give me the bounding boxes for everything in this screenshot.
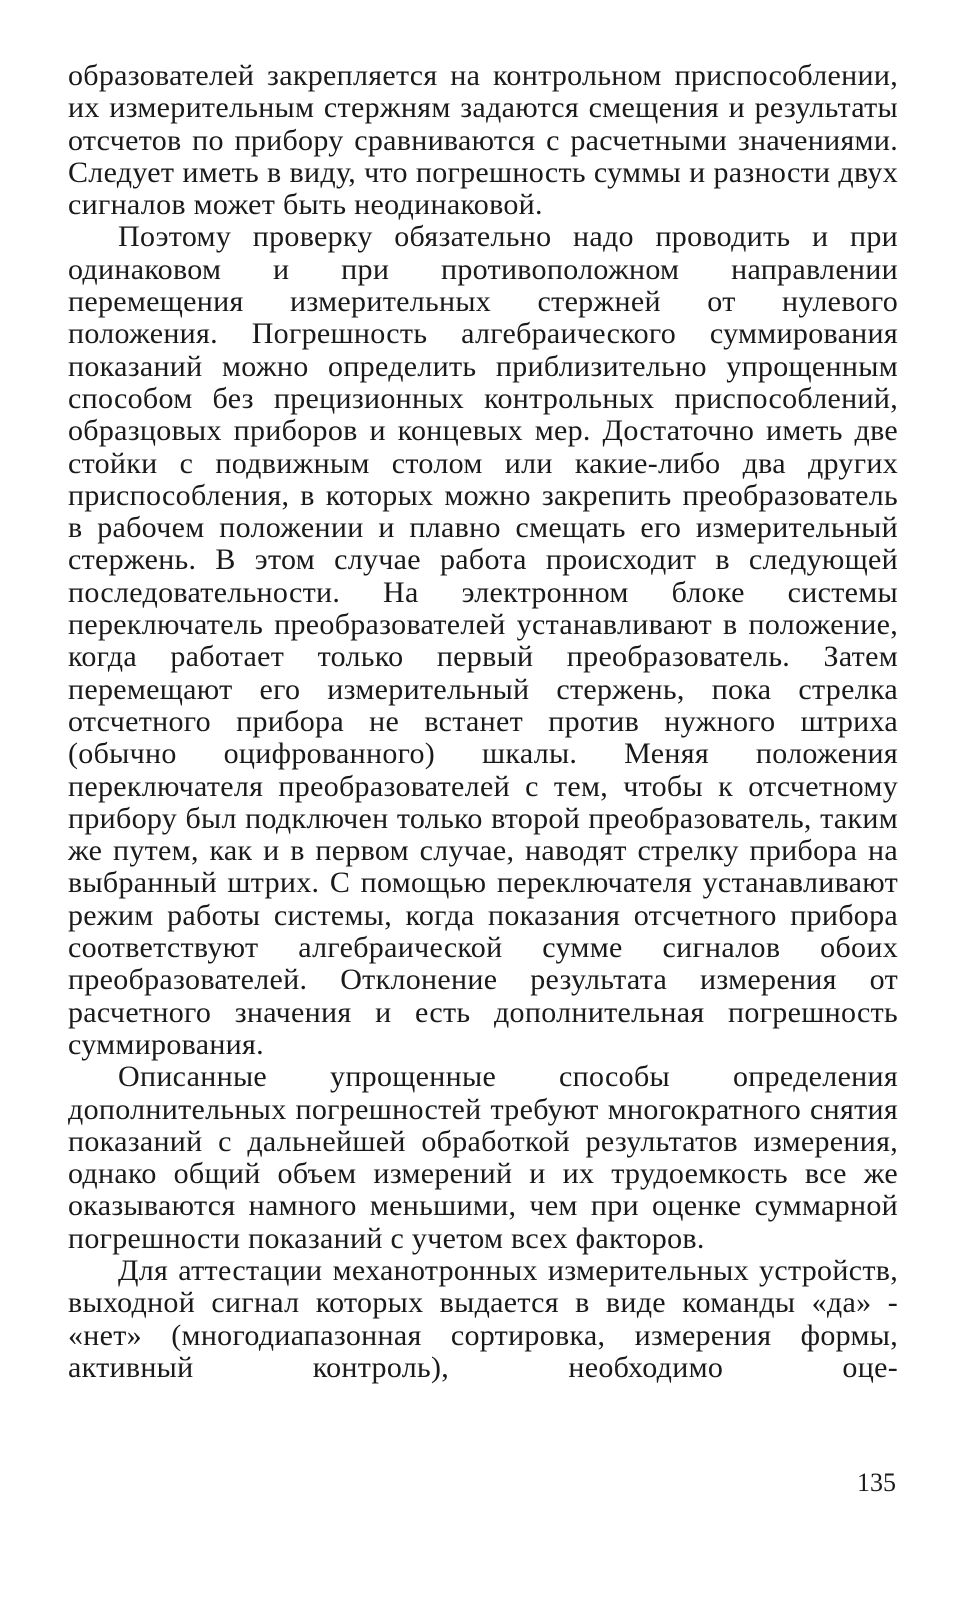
paragraph-1: образователей закрепляется на контрольном приспособлении, их измерительным стержням задаются смещения и результаты отсчетов по прибору сравниваются с расчетными значениями. Следует иметь в виду, что погрешность суммы и разности двух сигналов может быть неодинаковой. xyxy=(68,59,898,222)
paragraph-3: Описанные упрощенные способы определения дополнительных погрешностей требуют многократного снятия показаний с дальнейшей обработкой результатов измерения, однако общий объем измерений и их трудоемкость все же оказываются намного меньшими, чем при оценке суммарной погрешности показаний с учетом всех факторов. xyxy=(68,1060,898,1255)
page-number: 135 xyxy=(857,1468,896,1497)
paragraph-2: Поэтому проверку обязательно надо проводить и при одинаковом и при противоположном направлении перемещения измерительных стержней от нулевого положения. Погрешность алгебраического суммирования показаний можно определить приблизительно упрощенным способом без прецизионных контрольных приспособлений, образцовых приборов и концевых мер. Достаточно иметь две стойки с подвижным столом или какие-либо два других приспособления, в которых можно закрепить преобразователь в рабочем положении и плавно смещать его измерительный стержень. В этом случае работа происходит в следующей последовательности. На электронном блоке системы переключатель преобразователей устанавливают в положение, когда работает только первый преобразователь. Затем перемещают его измерительный стержень, пока стрелка отсчетного прибора не встанет против нужного штриха (обычно оцифрованного) шкалы. Меняя положения переключателя преобразователей с тем, чтобы к отсчетному прибору был подключен только второй преобразователь, таким же путем, как и в первом случае, наводят стрелку прибора на выбранный штрих. С помощью переключателя устанавливают режим работы системы, когда показания отсчетного прибора соответствуют алгебраической сумме сигналов обоих преобразователей. Отклонение результата измерения от расчетного значения и есть дополнительная погрешность суммирования. xyxy=(68,220,898,1061)
paragraph-4: Для аттестации механотронных измерительных устройств, выходной сигнал которых выдается в виде команды «да» - «нет» (многодиапазонная сортировка, измерения формы, активный контроль), необходимо оце- xyxy=(68,1253,898,1384)
page-body xyxy=(68,60,898,1384)
